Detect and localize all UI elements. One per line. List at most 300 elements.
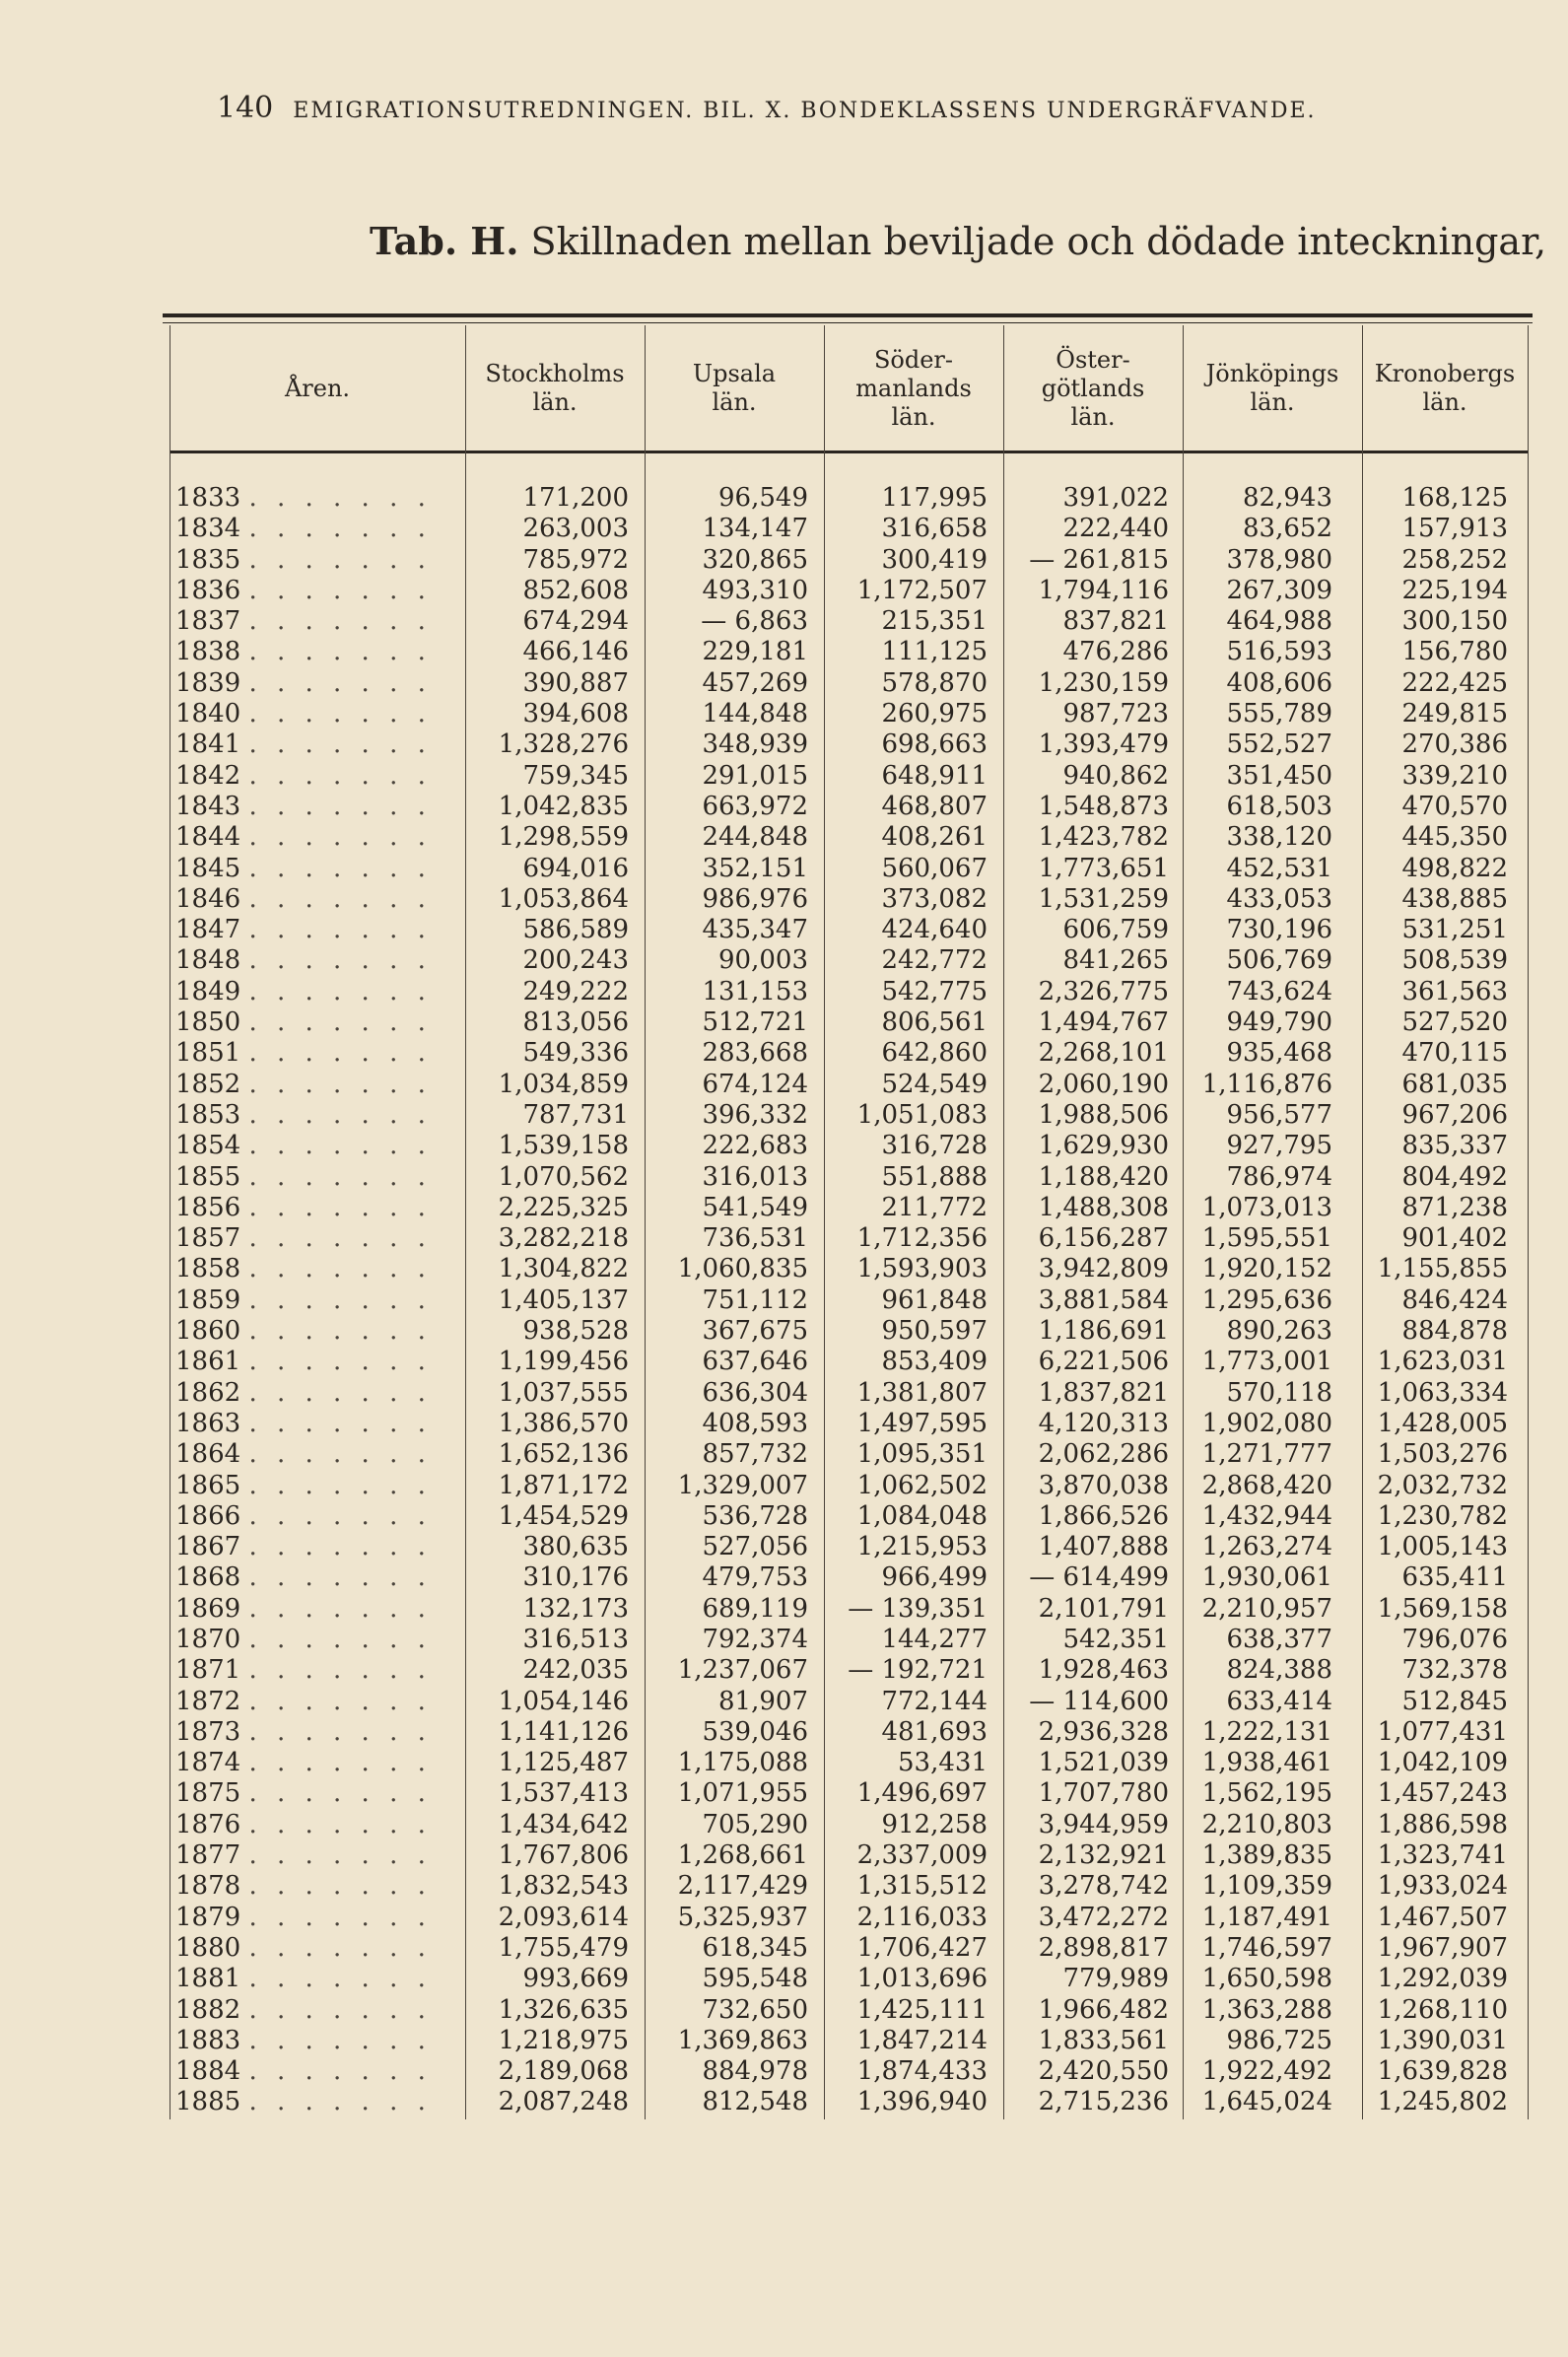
table-body xyxy=(0,483,1568,2118)
year-label: 1861 xyxy=(175,1347,241,1377)
value-cell: 476,286 xyxy=(1062,637,1169,667)
year-label: 1883 xyxy=(175,2025,241,2055)
table-row xyxy=(0,637,1568,667)
value-cell: 1,930,061 xyxy=(1201,1562,1332,1593)
value-cell: 732,650 xyxy=(702,1994,808,2025)
year-label: 1855 xyxy=(175,1161,241,1192)
value-cell: 242,772 xyxy=(881,945,988,976)
value-cell: 470,115 xyxy=(1401,1038,1508,1069)
year-label: 1877 xyxy=(175,1840,241,1871)
year-cell xyxy=(175,1162,461,1193)
value-cell: 689,119 xyxy=(702,1593,808,1624)
value-cell: 6,156,287 xyxy=(1038,1223,1169,1254)
year-cell xyxy=(175,1594,461,1625)
value-cell: 940,862 xyxy=(1062,760,1169,791)
value-cell: 468,807 xyxy=(881,791,988,821)
value-cell: 131,153 xyxy=(702,976,808,1006)
year-label: 1848 xyxy=(175,945,241,976)
value-cell: 1,488,308 xyxy=(1038,1192,1169,1222)
value-cell: 258,252 xyxy=(1401,544,1508,575)
value-cell: 1,268,110 xyxy=(1377,1994,1508,2025)
value-cell: 618,345 xyxy=(702,1932,808,1963)
year-cell xyxy=(175,1625,461,1655)
value-cell: 1,902,080 xyxy=(1201,1408,1332,1438)
value-cell: 949,790 xyxy=(1226,1007,1332,1038)
value-cell: 570,118 xyxy=(1226,1377,1332,1408)
value-cell: 542,775 xyxy=(881,976,988,1006)
table-row xyxy=(0,1162,1568,1193)
year-cell xyxy=(175,1687,461,1717)
table-row xyxy=(0,1655,1568,1686)
value-cell: 674,124 xyxy=(702,1069,808,1099)
value-cell: 813,056 xyxy=(522,1007,629,1038)
value-cell: 1,187,491 xyxy=(1201,1902,1332,1932)
table-row xyxy=(0,576,1568,606)
value-cell: 986,725 xyxy=(1226,2025,1332,2055)
value-cell: 2,060,190 xyxy=(1038,1069,1169,1099)
leader-dots: . . . . . . . xyxy=(248,1716,432,1747)
year-cell xyxy=(175,1100,461,1131)
page-number: 140 xyxy=(217,91,274,125)
value-cell: 211,772 xyxy=(881,1192,988,1222)
leader-dots: . . . . . . . xyxy=(248,1748,432,1778)
year-label: 1845 xyxy=(175,853,241,883)
value-cell: 156,780 xyxy=(1401,637,1508,667)
table-row xyxy=(0,1007,1568,1038)
leader-dots: . . . . . . . xyxy=(248,1532,432,1562)
year-label: 1840 xyxy=(175,699,241,729)
year-label: 1862 xyxy=(175,1377,241,1408)
value-cell: 1,062,502 xyxy=(856,1470,988,1500)
value-cell: 938,528 xyxy=(522,1316,629,1347)
value-cell: 1,562,195 xyxy=(1201,1778,1332,1809)
value-cell: 637,646 xyxy=(702,1347,808,1377)
leader-dots: . . . . . . . xyxy=(248,1284,432,1315)
value-cell: 3,881,584 xyxy=(1038,1284,1169,1315)
leader-dots: . . . . . . . xyxy=(248,575,432,605)
value-cell: 1,773,651 xyxy=(1038,853,1169,883)
value-cell: 144,848 xyxy=(702,699,808,729)
leader-dots: . . . . . . . xyxy=(248,822,432,853)
value-cell: 551,888 xyxy=(881,1161,988,1192)
column-header-stockholm: Stockholms län. xyxy=(485,360,625,416)
value-cell: 1,457,243 xyxy=(1377,1778,1508,1809)
table-row xyxy=(0,1439,1568,1470)
value-cell: 1,467,507 xyxy=(1377,1902,1508,1932)
value-cell: 1,503,276 xyxy=(1377,1439,1508,1470)
year-cell xyxy=(175,1871,461,1902)
value-cell: 2,715,236 xyxy=(1038,2087,1169,2117)
value-cell: — 6,863 xyxy=(701,606,808,637)
value-cell: 986,976 xyxy=(702,883,808,914)
leader-dots: . . . . . . . xyxy=(248,1902,432,1932)
value-cell: 466,146 xyxy=(522,637,629,667)
value-cell: 1,199,456 xyxy=(498,1347,629,1377)
value-cell: 633,414 xyxy=(1226,1686,1332,1716)
value-cell: 508,539 xyxy=(1401,945,1508,976)
year-label: 1859 xyxy=(175,1284,241,1315)
value-cell: 1,537,413 xyxy=(498,1778,629,1809)
table-row xyxy=(0,2087,1568,2117)
value-cell: 1,389,835 xyxy=(1201,1840,1332,1871)
value-cell: 339,210 xyxy=(1401,760,1508,791)
year-label: 1857 xyxy=(175,1223,241,1254)
value-cell: 1,922,492 xyxy=(1201,2056,1332,2087)
value-cell: 348,939 xyxy=(702,729,808,760)
leader-dots: . . . . . . . xyxy=(248,1254,432,1284)
value-cell: 694,016 xyxy=(522,853,629,883)
value-cell: 681,035 xyxy=(1401,1069,1508,1099)
value-cell: 380,635 xyxy=(522,1532,629,1562)
table-row xyxy=(0,1070,1568,1100)
leader-dots: . . . . . . . xyxy=(248,1408,432,1438)
value-cell: 642,860 xyxy=(881,1038,988,1069)
value-cell: 1,928,463 xyxy=(1038,1655,1169,1686)
table-row xyxy=(0,1532,1568,1562)
year-cell xyxy=(175,514,461,544)
year-label: 1868 xyxy=(175,1562,241,1593)
year-cell xyxy=(175,1778,461,1809)
leader-dots: . . . . . . . xyxy=(248,1871,432,1902)
value-cell: 552,527 xyxy=(1226,729,1332,760)
value-cell: 698,663 xyxy=(881,729,988,760)
value-cell: 1,531,259 xyxy=(1038,883,1169,914)
table-row xyxy=(0,545,1568,576)
table-row xyxy=(0,699,1568,729)
value-cell: 1,746,597 xyxy=(1201,1932,1332,1963)
leader-dots: . . . . . . . xyxy=(248,791,432,821)
year-cell xyxy=(175,1995,461,2026)
value-cell: 351,450 xyxy=(1226,760,1332,791)
value-cell: 1,767,806 xyxy=(498,1840,629,1871)
leader-dots: . . . . . . . xyxy=(248,1377,432,1408)
leader-dots: . . . . . . . xyxy=(248,2056,432,2087)
value-cell: 1,390,031 xyxy=(1377,2025,1508,2055)
table-row xyxy=(0,1285,1568,1316)
top-rule-thin xyxy=(163,322,1533,323)
leader-dots: . . . . . . . xyxy=(248,853,432,883)
year-label: 1875 xyxy=(175,1778,241,1809)
value-cell: 81,907 xyxy=(718,1686,808,1716)
value-cell: 1,652,136 xyxy=(498,1439,629,1470)
value-cell: 935,468 xyxy=(1226,1038,1332,1069)
value-cell: 1,494,767 xyxy=(1038,1007,1169,1038)
year-cell xyxy=(175,1501,461,1532)
value-cell: 961,848 xyxy=(881,1284,988,1315)
year-label: 1844 xyxy=(175,822,241,853)
value-cell: 1,938,461 xyxy=(1201,1748,1332,1778)
value-cell: 361,563 xyxy=(1401,976,1508,1006)
year-label: 1847 xyxy=(175,915,241,945)
value-cell: 2,210,957 xyxy=(1201,1593,1332,1624)
year-label: 1843 xyxy=(175,791,241,821)
value-cell: 5,325,937 xyxy=(677,1902,808,1932)
value-cell: 512,845 xyxy=(1401,1686,1508,1716)
value-cell: 1,245,802 xyxy=(1377,2087,1508,2117)
year-cell xyxy=(175,1532,461,1562)
value-cell: 648,911 xyxy=(881,760,988,791)
year-label: 1874 xyxy=(175,1748,241,1778)
table-row xyxy=(0,514,1568,544)
year-cell xyxy=(175,1471,461,1501)
leader-dots: . . . . . . . xyxy=(248,729,432,760)
table-row xyxy=(0,1223,1568,1254)
value-cell: 586,589 xyxy=(522,915,629,945)
leader-dots: . . . . . . . xyxy=(248,1964,432,1994)
value-cell: 2,032,732 xyxy=(1377,1470,1508,1500)
leader-dots: . . . . . . . xyxy=(248,1686,432,1716)
table-label: Tab. H. xyxy=(370,219,519,263)
value-cell: 1,521,039 xyxy=(1038,1748,1169,1778)
value-cell: 1,042,109 xyxy=(1377,1748,1508,1778)
table-row xyxy=(0,1562,1568,1593)
year-label: 1851 xyxy=(175,1038,241,1069)
table-row xyxy=(0,761,1568,792)
leader-dots: . . . . . . . xyxy=(248,1624,432,1654)
year-cell xyxy=(175,1409,461,1439)
value-cell: 396,332 xyxy=(702,1099,808,1130)
year-label: 1856 xyxy=(175,1192,241,1222)
leader-dots: . . . . . . . xyxy=(248,1470,432,1500)
year-label: 1885 xyxy=(175,2087,241,2117)
value-cell: 2,210,803 xyxy=(1201,1809,1332,1839)
value-cell: 1,393,479 xyxy=(1038,729,1169,760)
year-cell xyxy=(175,729,461,760)
value-cell: 1,071,955 xyxy=(677,1778,808,1809)
leader-dots: . . . . . . . xyxy=(248,667,432,698)
value-cell: — 614,499 xyxy=(1029,1562,1169,1593)
value-cell: 1,172,507 xyxy=(856,575,988,605)
year-label: 1835 xyxy=(175,544,241,575)
year-label: 1834 xyxy=(175,514,241,544)
year-label: 1865 xyxy=(175,1470,241,1500)
year-label: 1833 xyxy=(175,483,241,513)
value-cell: 2,189,068 xyxy=(498,2056,629,2087)
table-row xyxy=(0,1748,1568,1778)
value-cell: 1,051,083 xyxy=(856,1099,988,1130)
year-cell xyxy=(175,884,461,915)
table-row xyxy=(0,606,1568,637)
value-cell: 283,668 xyxy=(702,1038,808,1069)
value-cell: 132,173 xyxy=(522,1593,629,1624)
year-cell xyxy=(175,1347,461,1377)
value-cell: 852,608 xyxy=(522,575,629,605)
year-label: 1837 xyxy=(175,606,241,637)
value-cell: 470,570 xyxy=(1401,791,1508,821)
value-cell: 871,238 xyxy=(1401,1192,1508,1222)
leader-dots: . . . . . . . xyxy=(248,1655,432,1686)
value-cell: 1,073,013 xyxy=(1201,1192,1332,1222)
value-cell: 1,497,595 xyxy=(856,1408,988,1438)
value-cell: 1,639,828 xyxy=(1377,2056,1508,2087)
value-cell: 229,181 xyxy=(702,637,808,667)
value-cell: 1,794,116 xyxy=(1038,575,1169,605)
value-cell: 222,440 xyxy=(1062,514,1169,544)
running-header xyxy=(217,91,1557,125)
leader-dots: . . . . . . . xyxy=(248,2025,432,2055)
table-row xyxy=(0,2056,1568,2087)
year-cell xyxy=(175,545,461,576)
value-cell: 1,569,158 xyxy=(1377,1593,1508,1624)
year-label: 1854 xyxy=(175,1131,241,1161)
leader-dots: . . . . . . . xyxy=(248,483,432,513)
leader-dots: . . . . . . . xyxy=(248,1069,432,1099)
year-cell xyxy=(175,1007,461,1038)
value-cell: 1,222,131 xyxy=(1201,1716,1332,1747)
column-header-upsala: Upsala län. xyxy=(692,360,777,416)
value-cell: 1,116,876 xyxy=(1201,1069,1332,1099)
value-cell: 2,898,817 xyxy=(1038,1932,1169,1963)
table-row xyxy=(0,822,1568,853)
value-cell: 1,271,777 xyxy=(1201,1439,1332,1470)
year-cell xyxy=(175,1193,461,1223)
year-cell xyxy=(175,977,461,1007)
value-cell: 1,871,172 xyxy=(498,1470,629,1500)
value-cell: 452,531 xyxy=(1226,853,1332,883)
value-cell: 2,337,009 xyxy=(856,1840,988,1871)
table-caption: Skillnaden mellan beviljade och dödade inteckningar, xyxy=(530,220,1547,263)
value-cell: 912,258 xyxy=(881,1809,988,1839)
value-cell: 291,015 xyxy=(702,760,808,791)
year-cell xyxy=(175,2056,461,2087)
value-cell: 1,328,276 xyxy=(498,729,629,760)
value-cell: 111,125 xyxy=(881,637,988,667)
table-row xyxy=(0,854,1568,884)
value-cell: 1,295,636 xyxy=(1201,1284,1332,1315)
leader-dots: . . . . . . . xyxy=(248,883,432,914)
value-cell: 506,769 xyxy=(1226,945,1332,976)
value-cell: 524,549 xyxy=(881,1069,988,1099)
header-rule xyxy=(170,451,1528,453)
value-cell: 1,496,697 xyxy=(856,1778,988,1809)
value-cell: 83,652 xyxy=(1243,514,1332,544)
value-cell: 1,053,864 xyxy=(498,883,629,914)
value-cell: 1,070,562 xyxy=(498,1161,629,1192)
value-cell: 134,147 xyxy=(702,514,808,544)
leader-dots: . . . . . . . xyxy=(248,1316,432,1347)
value-cell: 408,606 xyxy=(1226,667,1332,698)
value-cell: 316,658 xyxy=(881,514,988,544)
value-cell: 1,298,559 xyxy=(498,822,629,853)
leader-dots: . . . . . . . xyxy=(248,1223,432,1254)
leader-dots: . . . . . . . xyxy=(248,1439,432,1470)
value-cell: 950,597 xyxy=(881,1316,988,1347)
value-cell: 171,200 xyxy=(522,483,629,513)
value-cell: 1,874,433 xyxy=(856,2056,988,2087)
value-cell: 812,548 xyxy=(702,2087,808,2117)
value-cell: 6,221,506 xyxy=(1038,1347,1169,1377)
value-cell: 846,424 xyxy=(1401,1284,1508,1315)
year-label: 1849 xyxy=(175,976,241,1006)
value-cell: 1,386,570 xyxy=(498,1408,629,1438)
value-cell: 225,194 xyxy=(1401,575,1508,605)
value-cell: 1,988,506 xyxy=(1038,1099,1169,1130)
year-cell xyxy=(175,1903,461,1933)
table-title xyxy=(370,219,1552,263)
value-cell: 270,386 xyxy=(1401,729,1508,760)
value-cell: 1,595,551 xyxy=(1201,1223,1332,1254)
value-cell: 3,942,809 xyxy=(1038,1254,1169,1284)
value-cell: 408,261 xyxy=(881,822,988,853)
value-cell: 638,377 xyxy=(1226,1624,1332,1654)
value-cell: 1,230,782 xyxy=(1377,1500,1508,1531)
table-row xyxy=(0,1871,1568,1902)
value-cell: 987,723 xyxy=(1062,699,1169,729)
value-cell: 663,972 xyxy=(702,791,808,821)
value-cell: 82,943 xyxy=(1243,483,1332,513)
value-cell: 1,175,088 xyxy=(677,1748,808,1778)
value-cell: 618,503 xyxy=(1226,791,1332,821)
leader-dots: . . . . . . . xyxy=(248,1840,432,1871)
leader-dots: . . . . . . . xyxy=(248,760,432,791)
value-cell: 300,150 xyxy=(1401,606,1508,637)
value-cell: 394,608 xyxy=(522,699,629,729)
leader-dots: . . . . . . . xyxy=(248,699,432,729)
value-cell: 4,120,313 xyxy=(1038,1408,1169,1438)
value-cell: 890,263 xyxy=(1226,1316,1332,1347)
value-cell: 1,005,143 xyxy=(1377,1532,1508,1562)
value-cell: 1,706,427 xyxy=(856,1932,988,1963)
year-cell xyxy=(175,1964,461,1994)
year-label: 1858 xyxy=(175,1254,241,1284)
table-row xyxy=(0,1131,1568,1161)
year-cell xyxy=(175,792,461,822)
value-cell: 1,629,930 xyxy=(1038,1131,1169,1161)
value-cell: 1,326,635 xyxy=(498,1994,629,2025)
year-cell xyxy=(175,1378,461,1409)
value-cell: 53,431 xyxy=(898,1748,988,1778)
value-cell: 2,268,101 xyxy=(1038,1038,1169,1069)
value-cell: 1,218,975 xyxy=(498,2025,629,2055)
value-cell: 464,988 xyxy=(1226,606,1332,637)
value-cell: 1,042,835 xyxy=(498,791,629,821)
table-row xyxy=(0,1100,1568,1131)
column-header-kronoberg: Kronobergs län. xyxy=(1374,360,1516,416)
value-cell: 1,755,479 xyxy=(498,1932,629,1963)
table-row xyxy=(0,1254,1568,1284)
value-cell: 1,847,214 xyxy=(856,2025,988,2055)
value-cell: 806,561 xyxy=(881,1007,988,1038)
value-cell: 1,155,855 xyxy=(1377,1254,1508,1284)
leader-dots: . . . . . . . xyxy=(248,1131,432,1161)
year-label: 1842 xyxy=(175,760,241,791)
value-cell: 1,425,111 xyxy=(856,1994,988,2025)
table-row xyxy=(0,483,1568,514)
value-cell: 956,577 xyxy=(1226,1099,1332,1130)
table-row xyxy=(0,1471,1568,1501)
value-cell: 378,980 xyxy=(1226,544,1332,575)
value-cell: 1,967,907 xyxy=(1377,1932,1508,1963)
value-cell: 759,345 xyxy=(522,760,629,791)
value-cell: 853,409 xyxy=(881,1347,988,1377)
value-cell: 636,304 xyxy=(702,1377,808,1408)
value-cell: 539,046 xyxy=(702,1716,808,1747)
table-row xyxy=(0,1964,1568,1994)
value-cell: 320,865 xyxy=(702,544,808,575)
table-row xyxy=(0,1717,1568,1748)
value-cell: 367,675 xyxy=(702,1316,808,1347)
value-cell: 560,067 xyxy=(881,853,988,883)
year-label: 1864 xyxy=(175,1439,241,1470)
value-cell: 1,084,048 xyxy=(856,1500,988,1531)
value-cell: 1,837,821 xyxy=(1038,1377,1169,1408)
value-cell: 352,151 xyxy=(702,853,808,883)
value-cell: 1,548,873 xyxy=(1038,791,1169,821)
value-cell: 787,731 xyxy=(522,1099,629,1130)
leader-dots: . . . . . . . xyxy=(248,976,432,1006)
table-row xyxy=(0,1933,1568,1964)
value-cell: 1,369,863 xyxy=(677,2025,808,2055)
